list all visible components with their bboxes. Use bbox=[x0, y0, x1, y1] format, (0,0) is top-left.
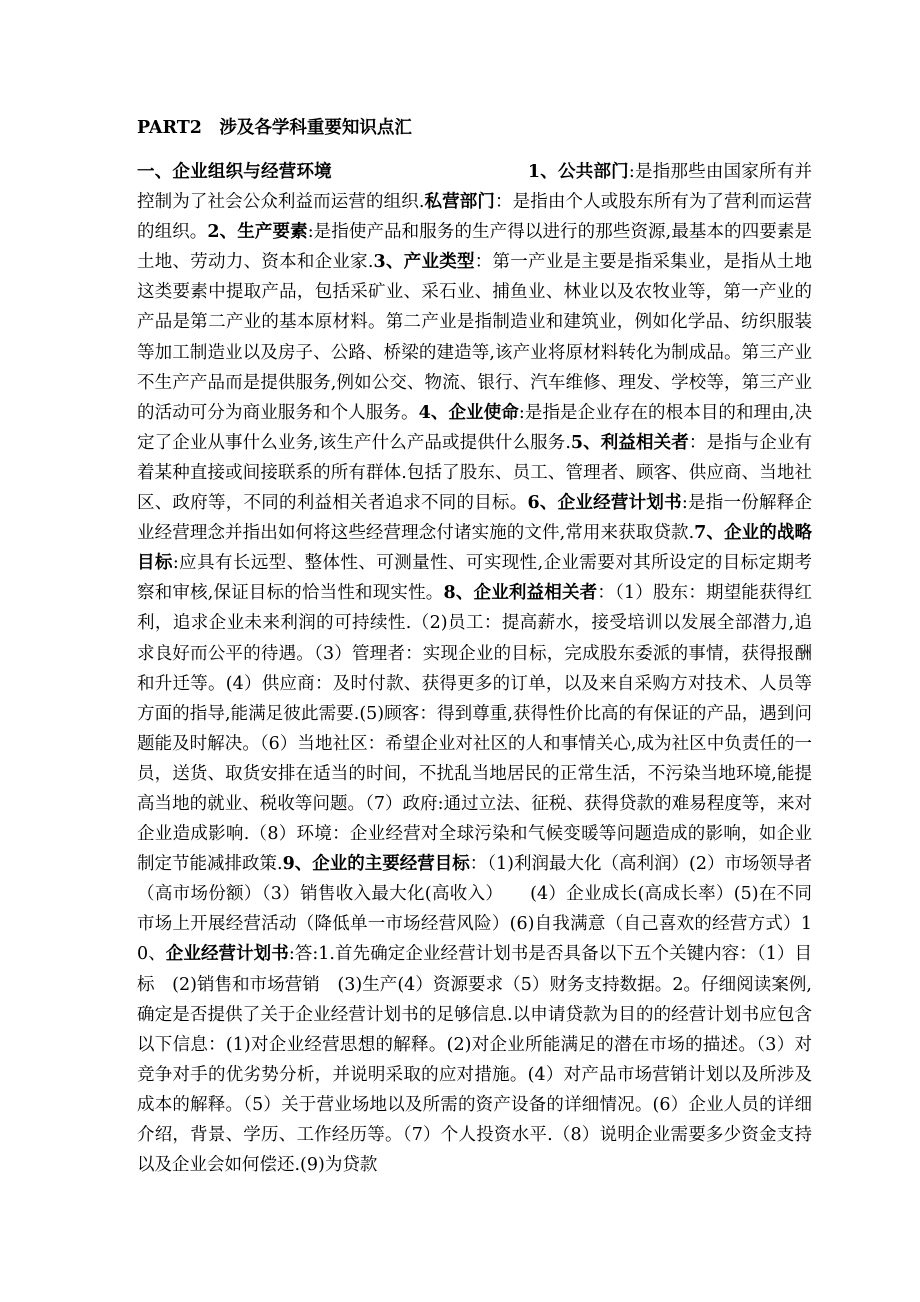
term-label: 4、企业使命 bbox=[418, 402, 519, 423]
term-label: 8、企业利益相关者 bbox=[443, 583, 598, 604]
term-label: 7、企业的战略目标 bbox=[137, 523, 812, 574]
term-label: 3、产业类型 bbox=[373, 252, 475, 273]
section-heading: 一、企业组织与经营环境 bbox=[137, 162, 332, 182]
term-label: 5、利益相关者 bbox=[570, 432, 689, 453]
body-text-run: :应具有长远型、整体性、可测量性、可实现性,企业需要对其所设定的目标定期考察和审核,保证目标的恰当性和现实性。 bbox=[137, 553, 812, 604]
body-paragraph bbox=[137, 157, 812, 1180]
term-label: 1、公共部门 bbox=[527, 162, 629, 182]
term-label: 2、生产要素 bbox=[207, 222, 308, 243]
term-label: 私营部门 bbox=[424, 192, 496, 213]
term-label: 9、企业的主要经营目标 bbox=[282, 854, 470, 875]
body-text-run: ：（1)利润最大化（高利润）(2）市场领导者（高市场份额）（3）销售收入最大化(高收入） (4）企业成长(高成长率）(5)在不同市场上开展经营活动（降低单一市场经营风险）(6)自我满意（自己喜欢的经营方式）10、 bbox=[137, 854, 813, 965]
document-title: PART2 涉及各学科重要知识点汇 bbox=[137, 118, 412, 138]
body-text-run: :答:1.首先确定企业经营计划书是否具备以下五个关键内容：（1）目标 (2)销售和市场营销 (3)生产(4）资源要求（5）财务支持数据。2。仔细阅读案例,确定是否提供了关于企业经营计划书的足够信息.以申请贷款为目的的经营计划书应包含以下信息：(1)对企业经营思想的解释。(2)对企业所能满足的潜在市场的描述。（3）对竞争对手的优劣势分析，并说明采取的应对措施。(4）对产品市场营销计划以及所涉及成本的解释。（5）关于营业场地以及所需的资产设备的详细情况。(6）企业人员的详细介绍，背景、学历、工作经历等。（7）个人投资水平.（8）说明企业需要多少资金支持以及企业会如何偿还.(9)为贷款 bbox=[137, 944, 813, 1176]
term-label: 企业经营计划书 bbox=[165, 944, 289, 965]
body-text-run: ：（1）股东：期望能获得红利，追求企业未来利润的可持续性.（2)员工：提高薪水，接受培训以发展全部潜力,追求良好而公平的待遇。（3）管理者：实现企业的目标，完成股东委派的事情，获得报酬和升迁等。(4）供应商：及时付款、获得更多的订单，以及来自采购方对技术、人员等方面的指导,能满足彼此需要.(5)顾客：得到尊重,获得性价比高的有保证的产品，遇到问题能及时解决。（6）当地社区：希望企业对社区的人和事情关心,成为社区中负责任的一员，送货、取货安排在适当的时间，不扰乱当地居民的正常生活，不污染当地环境,能提高当地的就业、税收等问题。（7）政府:通过立法、征税、获得贷款的难易程度等，来对企业造成影响.（8）环境：企业经营对全球污染和气候变暖等问题造成的影响，如企业制定节能减排政策. bbox=[137, 583, 812, 875]
body-text-run: :是指那些由国家所有并控制为了社会公众利益而运营的组织. bbox=[137, 162, 812, 213]
body-text-run: ：是指与企业有着某种直接或间接联系的所有群体.包括了股东、员工、管理者、顾客、供应商、当地社区、政府等，不同的利益相关者追求不同的目标。 bbox=[137, 432, 813, 514]
body-text-run: ：第一产业是主要是指采集业，是指从土地这类要素中提取产品，包括采矿业、采石业、捕鱼业、林业以及农牧业等，第一产业的产品是第二产业的基本原材料。第二产业是指制造业和建筑业，例如化学品、纺织服装等加工制造业以及房子、公路、桥梁的建造等,该产业将原材料转化为制成品。第三产业不生产产品而是提供服务,例如公交、物流、银行、汽车维修、理发、学校等，第三产业的活动可分为商业服务和个人服务。 bbox=[137, 252, 813, 423]
body-text-run: :是指一份解释企业经营理念并指出如何将这些经营理念付诸实施的文件,常用来获取贷款. bbox=[137, 493, 812, 544]
body-text-run: ：是指由个人或股东所有为了营利而运营的组织。 bbox=[137, 192, 813, 243]
body-text-run: :是指使产品和服务的生产得以进行的那些资源,最基本的四要素是土地、劳动力、资本和企业家. bbox=[137, 222, 813, 273]
body-text-run: :是指是企业存在的根本目的和理由,决定了企业从事什么业务,该生产什么产品或提供什么服务. bbox=[137, 402, 812, 453]
term-label: 6、企业经营计划书 bbox=[527, 493, 682, 514]
